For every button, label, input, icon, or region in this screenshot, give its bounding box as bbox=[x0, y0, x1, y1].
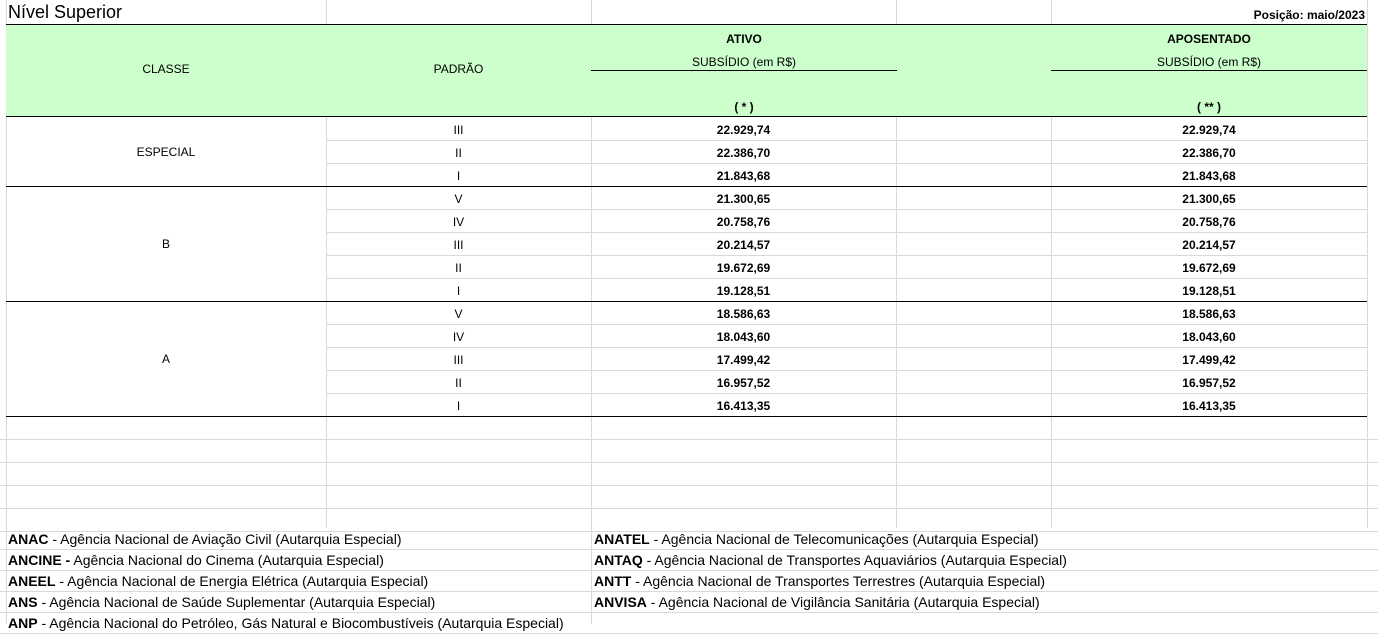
group-border bbox=[6, 186, 1367, 187]
cell-ativo-subsidio: 19.128,51 bbox=[716, 284, 771, 298]
group-border bbox=[6, 416, 1367, 417]
agency-abbr: ANTT bbox=[594, 573, 632, 589]
cell-aposentado-subsidio: 22.386,70 bbox=[1182, 146, 1236, 160]
empty-row-line bbox=[0, 462, 1378, 463]
agency-name: - Agência Nacional do Petróleo, Gás Natural e Biocombustíveis (Autarquia Especial) bbox=[37, 615, 564, 631]
cell-padrao: III bbox=[453, 123, 464, 137]
cell-ativo-subsidio: 20.758,76 bbox=[716, 215, 771, 229]
aposentado-underline bbox=[1051, 70, 1367, 71]
agency-item bbox=[594, 592, 1040, 613]
row-divider bbox=[326, 140, 1367, 141]
agency-name: Agência Nacional do Cinema (Autarquia Especial) bbox=[70, 552, 384, 568]
cell-classe: ESPECIAL bbox=[136, 144, 196, 159]
empty-row-line bbox=[0, 485, 1378, 486]
cell-padrao: I bbox=[456, 169, 461, 183]
cell-ativo-subsidio: 21.843,68 bbox=[716, 169, 771, 183]
group-border bbox=[6, 301, 1367, 302]
agency-item bbox=[594, 571, 1045, 592]
agency-name: - Agência Nacional de Transportes Aquaviários (Autarquia Especial) bbox=[642, 552, 1067, 568]
ativo-underline bbox=[591, 70, 897, 71]
agency-item bbox=[8, 550, 384, 571]
table-header bbox=[6, 25, 1367, 116]
agency-name: - Agência Nacional de Aviação Civil (Autarquia Especial) bbox=[48, 531, 402, 547]
row-divider bbox=[326, 163, 1367, 164]
row-divider bbox=[326, 278, 1367, 279]
position-date-label: Posição: maio/2023 bbox=[1253, 8, 1365, 22]
cell-ativo-subsidio: 16.413,35 bbox=[716, 399, 771, 413]
header-aposentado-subsidio: SUBSÍDIO (em R$) bbox=[1156, 55, 1261, 69]
agency-item bbox=[8, 529, 402, 550]
cell-padrao: II bbox=[455, 261, 462, 275]
agency-name: - Agência Nacional de Vigilância Sanitária (Autarquia Especial) bbox=[646, 594, 1040, 610]
header-aposentado: APOSENTADO bbox=[1167, 32, 1251, 46]
row-divider bbox=[326, 347, 1367, 348]
header-classe: CLASSE bbox=[142, 62, 190, 76]
cell-aposentado-subsidio: 18.043,60 bbox=[1182, 330, 1236, 344]
cell-padrao: III bbox=[453, 353, 464, 367]
cell-aposentado-subsidio: 21.843,68 bbox=[1182, 169, 1236, 183]
agency-abbr: ANS bbox=[8, 594, 38, 610]
cell-aposentado-subsidio: 19.672,69 bbox=[1182, 261, 1236, 275]
agency-name: - Agência Nacional de Energia Elétrica (Autarquia Especial) bbox=[55, 573, 429, 589]
cell-padrao: II bbox=[455, 376, 462, 390]
cell-classe: B bbox=[161, 236, 170, 251]
row-divider bbox=[326, 393, 1367, 394]
empty-row-line bbox=[0, 508, 1378, 509]
sheet-title: Nível Superior bbox=[8, 2, 123, 22]
agency-name: - Agência Nacional de Telecomunicações (Autarquia Especial) bbox=[649, 531, 1039, 547]
cell-padrao: I bbox=[456, 399, 461, 413]
cell-classe: A bbox=[161, 351, 170, 366]
cell-aposentado-subsidio: 20.758,76 bbox=[1182, 215, 1236, 229]
grid-column-line bbox=[6, 528, 7, 624]
grid-column-line bbox=[591, 528, 592, 624]
cell-padrao: V bbox=[454, 192, 463, 206]
cell-ativo-subsidio: 18.043,60 bbox=[716, 330, 771, 344]
header-ativo: ATIVO bbox=[726, 32, 762, 46]
grid-column-line bbox=[1367, 0, 1368, 528]
cell-aposentado-subsidio: 18.586,63 bbox=[1182, 307, 1236, 321]
agency-name: - Agência Nacional de Saúde Suplementar (Autarquia Especial) bbox=[37, 594, 436, 610]
agency-abbr: ANEEL bbox=[8, 573, 56, 589]
agency-abbr: ANTAQ bbox=[594, 552, 643, 568]
row-divider bbox=[326, 370, 1367, 371]
cell-ativo-subsidio: 17.499,42 bbox=[716, 353, 771, 367]
cell-padrao: III bbox=[453, 238, 464, 252]
agency-item bbox=[8, 592, 435, 613]
agency-abbr: ANAC bbox=[8, 531, 49, 547]
cell-padrao: IV bbox=[452, 330, 465, 344]
footer-row-line bbox=[0, 612, 1378, 613]
cell-ativo-subsidio: 16.957,52 bbox=[716, 376, 771, 390]
agency-item bbox=[594, 550, 1067, 571]
footer-row-line bbox=[0, 549, 1378, 550]
cell-ativo-subsidio: 21.300,65 bbox=[716, 192, 771, 206]
header-ativo-note: ( * ) bbox=[734, 100, 754, 114]
cell-padrao: IV bbox=[452, 215, 465, 229]
agency-abbr: ANP bbox=[8, 615, 38, 631]
header-bottom-border bbox=[6, 116, 1367, 117]
cell-aposentado-subsidio: 21.300,65 bbox=[1182, 192, 1236, 206]
footer-row-line bbox=[0, 570, 1378, 571]
agency-abbr: ANVISA bbox=[594, 594, 647, 610]
cell-padrao: II bbox=[455, 146, 462, 160]
agency-abbr: ANATEL bbox=[594, 531, 650, 547]
cell-padrao: V bbox=[454, 307, 463, 321]
row-divider bbox=[326, 209, 1367, 210]
empty-row-line bbox=[0, 439, 1378, 440]
cell-aposentado-subsidio: 19.128,51 bbox=[1182, 284, 1236, 298]
cell-aposentado-subsidio: 16.957,52 bbox=[1182, 376, 1236, 390]
row-divider bbox=[326, 255, 1367, 256]
header-padrao: PADRÃO bbox=[433, 62, 484, 76]
cell-ativo-subsidio: 22.386,70 bbox=[716, 146, 771, 160]
header-aposentado-note: ( ** ) bbox=[1197, 100, 1221, 114]
row-divider bbox=[326, 324, 1367, 325]
cell-ativo-subsidio: 20.214,57 bbox=[716, 238, 771, 252]
footer-row-line bbox=[0, 591, 1378, 592]
agency-item bbox=[594, 529, 1039, 550]
cell-ativo-subsidio: 22.929,74 bbox=[716, 123, 771, 137]
cell-ativo-subsidio: 19.672,69 bbox=[716, 261, 771, 275]
cell-ativo-subsidio: 18.586,63 bbox=[716, 307, 771, 321]
agency-item bbox=[8, 571, 428, 592]
header-top-border bbox=[6, 24, 1367, 25]
header-ativo-subsidio: SUBSÍDIO (em R$) bbox=[691, 55, 796, 69]
cell-aposentado-subsidio: 20.214,57 bbox=[1182, 238, 1236, 252]
cell-aposentado-subsidio: 16.413,35 bbox=[1182, 399, 1236, 413]
row-divider bbox=[326, 232, 1367, 233]
agency-name: - Agência Nacional de Transportes Terrestres (Autarquia Especial) bbox=[631, 573, 1046, 589]
cell-aposentado-subsidio: 17.499,42 bbox=[1182, 353, 1236, 367]
agency-abbr: ANCINE - bbox=[8, 552, 71, 568]
cell-aposentado-subsidio: 22.929,74 bbox=[1182, 123, 1236, 137]
cell-padrao: I bbox=[456, 284, 461, 298]
